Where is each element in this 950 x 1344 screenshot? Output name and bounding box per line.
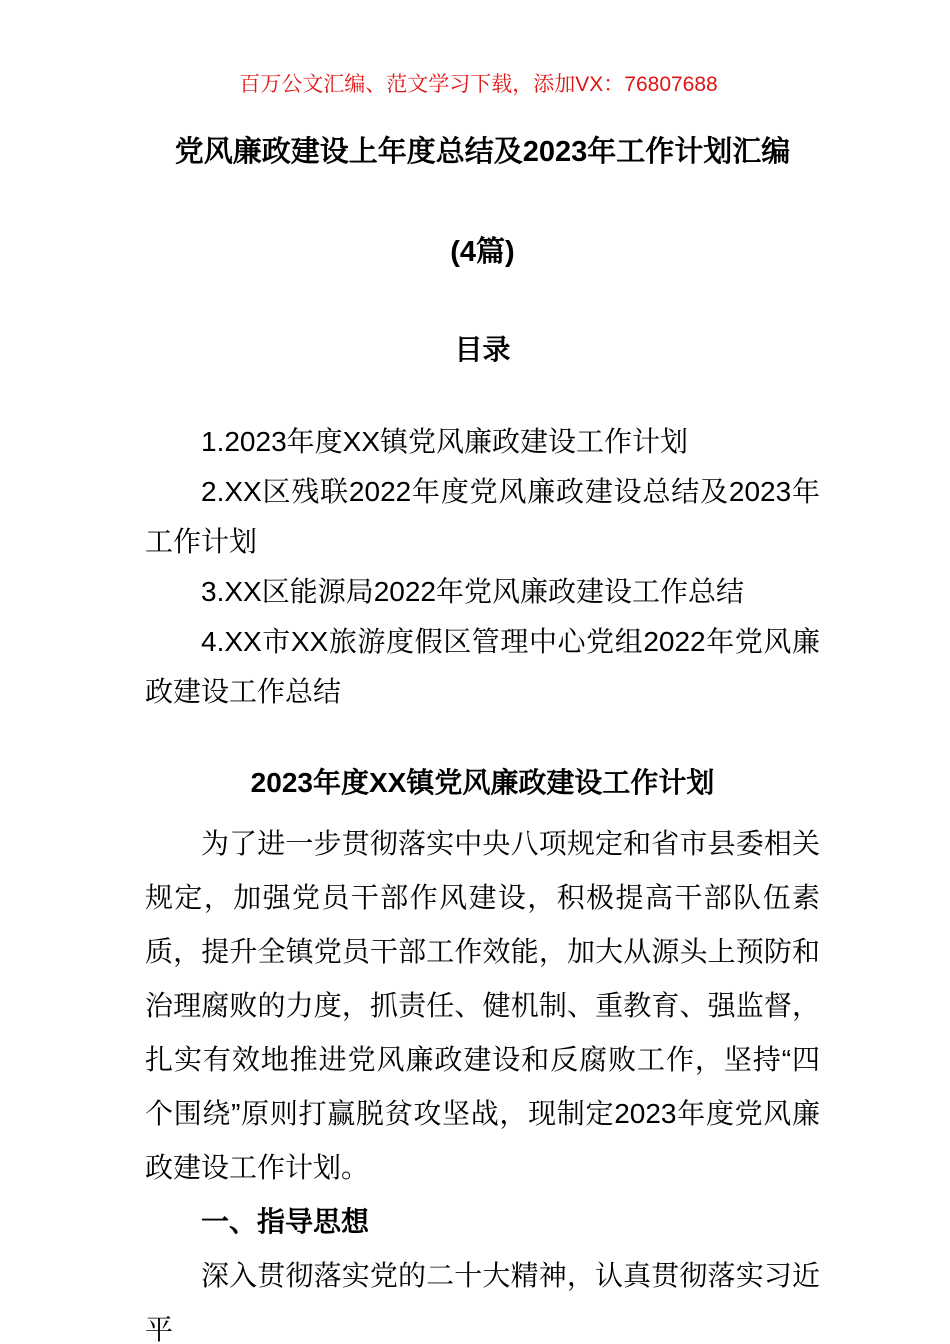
section-heading: 2023年度XX镇党风廉政建设工作计划 — [250, 767, 715, 798]
watermark-notice: 百万公文汇编、范文学习下载，添加VX：76807688 — [239, 73, 718, 96]
document-title: 党风廉政建设上年度总结及2023年工作计划汇编 — [174, 136, 791, 168]
section-intro-paragraph: 为了进一步贯彻落实中央八项规定和省市县委相关规定，加强党员干部作风建设，积极提高干部队伍素质，提升全镇党员干部工作效能，加大从源头上预防和治理腐败的力度，抓责任、健机制、重教育、强监督，扎实有效地推进党风廉政建设和反腐败工作，坚持“四个围绕”原则打赢脱贫攻坚战，现制定2023年度党风廉政建设工作计划。 — [145, 828, 820, 1183]
document-subtitle: (4篇) — [450, 236, 515, 268]
toc-item-3: 3.XX区能源局2022年党风廉政建设工作总结 — [201, 576, 744, 607]
subsection-heading: 一、指导思想 — [201, 1206, 370, 1237]
toc-item-4: 4.XX市XX旅游度假区管理中心党组2022年党风廉政建设工作总结 — [145, 626, 820, 707]
toc-list — [145, 417, 820, 717]
section-next-paragraph: 深入贯彻落实党的二十大精神，认真贯彻落实习近平 — [145, 1260, 820, 1344]
toc-heading: 目录 — [454, 334, 511, 365]
toc-item-2: 2.XX区残联2022年度党风廉政建设总结及2023年工作计划 — [145, 476, 820, 557]
toc-item-1: 1.2023年度XX镇党风廉政建设工作计划 — [201, 426, 688, 457]
